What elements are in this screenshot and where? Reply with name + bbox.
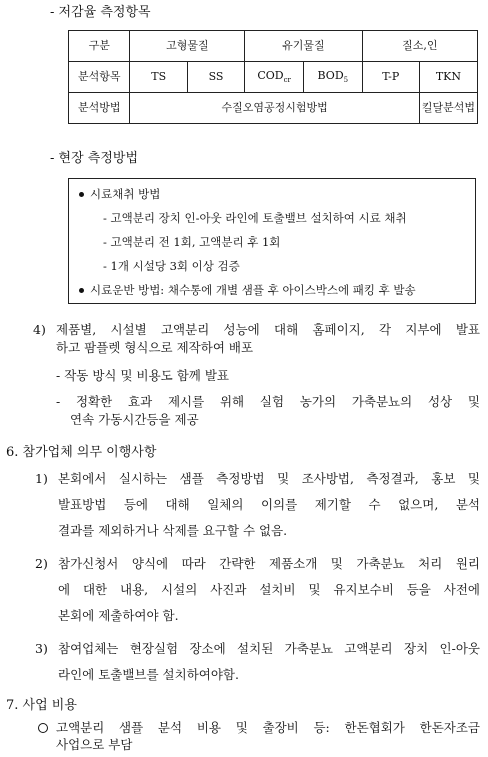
- table-row-label: 분석방법: [69, 93, 130, 124]
- cod-subscript: cr: [283, 75, 291, 84]
- item-text-line: 제품별, 시설별 고액분리 성능에 대해 홈페이지, 각 지부에 발표: [56, 322, 480, 337]
- section-title-7: 7. 사업 비용: [6, 698, 77, 713]
- item-text-line: 발표방법 등에 대해 일체의 이의를 제기할 수 없으며, 분석: [58, 497, 480, 512]
- item-text-line: 본회에 제출하여야 함.: [58, 608, 179, 623]
- section-title-field-method: - 현장 측정방법: [50, 151, 139, 166]
- table-row: [69, 93, 478, 124]
- item-text-line: 참여업체는 현장실험 장소에 설치된 가축분뇨 고액분리 장치 인-아웃: [58, 641, 480, 656]
- section-title-6: 6. 참가업체 의무 이행사항: [6, 445, 157, 460]
- item-number: 1): [35, 471, 48, 486]
- item-text-line: 결과를 제외하거나 삭제를 요구할 수 없음.: [58, 523, 288, 538]
- list-item: [38, 720, 480, 737]
- sub-item: - 고액분리 전 1회, 고액분리 후 1회: [103, 235, 281, 249]
- list-item: [79, 283, 416, 299]
- item-text-line: 라인에 토출밸브를 설치하여야함.: [58, 667, 239, 682]
- table-cell: TS: [130, 62, 187, 93]
- item-number: 3): [35, 641, 48, 656]
- cod-label: COD: [257, 68, 284, 82]
- table-cell-cod: [245, 62, 304, 93]
- sub-item: - 1개 시설당 3회 이상 검증: [103, 259, 240, 273]
- bod-label: BOD: [317, 68, 344, 82]
- table-cell-bod: [304, 62, 363, 93]
- item-text-line: 고액분리 샘플 분석 비용 및 출장비 등: 한돈협회가 한돈자조금: [56, 720, 480, 735]
- bullet-icon: [79, 288, 84, 293]
- table-cell: 수질오염공정시험방법: [130, 93, 419, 124]
- table-cell: T-P: [362, 62, 419, 93]
- table-cell: SS: [187, 62, 244, 93]
- item-text-line: 참가신청서 양식에 따라 간략한 제품소개 및 가축분뇨 처리 원리: [58, 556, 480, 571]
- bullet-icon: [79, 192, 84, 197]
- table-header-cell: 고형물질: [130, 31, 245, 62]
- bullet-text: 시료운반 방법: 채수통에 개별 샘플 후 아이스박스에 패킹 후 발송: [90, 283, 416, 297]
- table-header-cell: 질소,인: [362, 31, 477, 62]
- table-row: [69, 62, 478, 93]
- sub-item: - 고액분리 장치 인-아웃 라인에 토출밸브 설치하여 시료 채취: [103, 211, 407, 225]
- table-row: [69, 31, 478, 62]
- item-number: 4): [33, 322, 46, 337]
- field-method-box: [68, 178, 476, 304]
- sub-item: 연속 가동시간등을 제공: [70, 412, 199, 427]
- table-cell: 킬달분석법: [419, 93, 477, 124]
- section-title-reduction-items: - 저감율 측정항목: [50, 5, 151, 20]
- measurement-table: [68, 30, 478, 124]
- sub-item: - 작동 방식 및 비용도 함께 발표: [56, 368, 229, 383]
- table-cell: TKN: [419, 62, 477, 93]
- table-row-label: 분석항목: [69, 62, 130, 93]
- sub-item: - 정확한 효과 제시를 위해 실험 농가의 가축분뇨의 성상 및: [56, 394, 480, 409]
- item-text-line: 에 대한 내용, 시설의 사진과 설치비 및 유지보수비 등을 사전에: [58, 582, 480, 597]
- bod-subscript: 5: [343, 75, 349, 84]
- item-text-line: 본회에서 실시하는 샘플 측정방법 및 조사방법, 측정결과, 홍보 및: [58, 471, 480, 486]
- table-header-cell: 유기물질: [245, 31, 362, 62]
- circle-bullet-icon: [38, 723, 48, 733]
- item-number: 2): [35, 556, 48, 571]
- item-text-line: 하고 팜플렛 형식으로 제작하여 배포: [56, 340, 254, 355]
- table-header-cell: 구분: [69, 31, 130, 62]
- bullet-text: 시료채취 방법: [90, 187, 161, 201]
- item-text-line: 사업으로 부담: [56, 737, 133, 752]
- list-item: [79, 187, 160, 203]
